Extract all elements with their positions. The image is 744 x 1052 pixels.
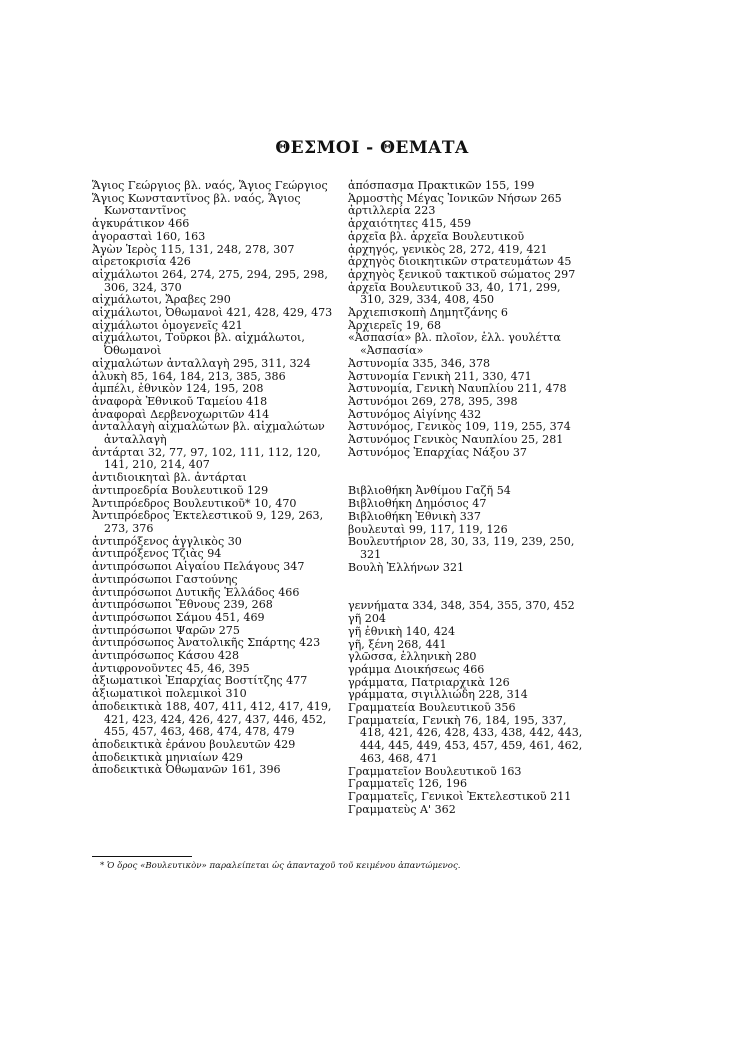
index-entry: Ἀστυνομία Γενικὴ 211, 330, 471: [348, 369, 532, 383]
index-entry: αἰχμάλωτοι 264, 274, 275, 294, 295, 298, 306, 324, 370: [92, 267, 328, 294]
index-entry: ἀντιπροεδρία Βουλευτικοῦ 129: [92, 483, 269, 497]
index-entry: «Ἀσπασία» βλ. πλοῖον, ἑλλ. γουλέττα «Ἀσπασία»: [348, 331, 561, 358]
index-entry: Ἀστυνομία 335, 346, 378: [348, 356, 491, 370]
group-spacer: [348, 574, 584, 587]
index-group-beta: [348, 485, 584, 574]
index-entry: Ἀρχιεπισκοπὴ Δημητζάνης 6: [348, 306, 508, 320]
index-entry: Ἀστυνόμος, Γενικὸς 109, 119, 255, 374: [348, 420, 571, 434]
index-entry: γεννήματα 334, 348, 354, 355, 370, 452: [348, 599, 575, 613]
index-entry: Ἁρμοστὴς Μέγας Ἰονικῶν Νήσων 265: [348, 191, 562, 205]
index-entry: Ἀρχιερεῖς 19, 68: [348, 318, 441, 332]
index-entry: ἀρτιλλερία 223: [348, 204, 436, 218]
index-entry: Ἀντιπρόεδρος Ἐκτελεστικοῦ 9, 129, 263, 273, 376: [92, 509, 324, 535]
index-entry: Γραμματεία Βουλευτικοῦ 356: [348, 701, 516, 715]
index-entry: ἀντιπρόξενος ἀγγλικὸς 30: [92, 534, 242, 548]
index-entry: γῆ ἐθνικὴ 140, 424: [348, 624, 456, 638]
index-entry: αἰχμάλωτοι, Ὀθωμανοὶ 421, 428, 429, 473: [92, 306, 333, 320]
index-entry: Γραμματεία, Γενικὴ 76, 184, 195, 337, 418, 421, 426, 428, 433, 438, 442, 443, 444, 445, 449, 453, 457, 459, 461, 462, 463, 468, 471: [348, 713, 583, 765]
group-spacer: [348, 459, 584, 472]
index-entry: ἀντιπρόσωπος Κάσου 428: [92, 649, 240, 663]
index-entry: Γραμματεῖς, Γενικοὶ Ἐκτελεστικοῦ 211: [348, 789, 572, 803]
index-entry: Ἀστυνόμος Γενικὸς Ναυπλίου 25, 281: [348, 433, 564, 447]
index-entry: Ἅγιος Γεώργιος βλ. ναός, Ἅγιος Γεώργιος: [92, 179, 328, 192]
index-entry: αἱρετοκρισία 426: [92, 255, 191, 269]
index-group-gamma: [348, 600, 584, 816]
index-entry: γῆ 204: [348, 612, 386, 626]
index-entry: γῆ, ξένη 268, 441: [348, 637, 447, 651]
index-entry: ἀντιπρόσωποι Σάμου 451, 469: [92, 610, 265, 624]
index-entry: ἀρχηγὸς διοικητικῶν στρατευμάτων 45: [348, 255, 572, 269]
index-column-left: [92, 180, 340, 777]
index-entry: Ἀντιπρόεδρος Βουλευτικοῦ* 10, 470: [92, 496, 297, 510]
index-entry: Γραμματεῖον Βουλευτικοῦ 163: [348, 764, 522, 778]
index-entry: ἀποδεικτικὰ 188, 407, 411, 412, 417, 419, 421, 423, 424, 426, 427, 437, 446, 452, 455, 457, 463, 468, 474, 478, 479: [92, 699, 332, 739]
index-entry: Βιβλιοθήκη Ἐθνικὴ 337: [348, 509, 481, 523]
index-entry: ἀποδεικτικὰ ἐράνου βουλευτῶν 429: [92, 737, 296, 751]
index-entry: ἀλυκὴ 85, 164, 184, 213, 385, 386: [92, 369, 286, 383]
index-entry: ἀποδεικτικὰ Ὀθωμανῶν 161, 396: [92, 763, 281, 777]
index-entry: ἀντιπρόσωποι Αἰγαίου Πελάγους 347: [92, 560, 305, 574]
index-entry: βουλευταὶ 99, 117, 119, 126: [348, 522, 508, 536]
index-entry: ἀντιφρονοῦντες 45, 46, 395: [92, 661, 250, 675]
index-entry: ἀμπέλι, ἐθνικὸν 124, 195, 208: [92, 382, 264, 396]
index-entry: ἀρχαιότητες 415, 459: [348, 217, 472, 231]
index-entry: ἀναφορὰ Ἐθνικοῦ Ταμείου 418: [92, 394, 268, 408]
index-entry: αἰχμάλωτοι, Τοῦρκοι βλ. αἰχμάλωτοι, Ὀθωμανοὶ: [92, 331, 305, 358]
index-entry: Βιβλιοθήκη Ἀνθίμου Γαζῆ 54: [348, 484, 511, 498]
index-entry: Βιβλιοθήκη Δημόσιος 47: [348, 497, 487, 511]
index-entry: Ἀγὼν Ἱερὸς 115, 131, 248, 278, 307: [92, 242, 295, 256]
page-title: ΘΕΣΜΟΙ - ΘΕΜΑΤΑ: [275, 138, 469, 158]
index-entry: ἀξιωματικοὶ Ἐπαρχίας Βοστίτζης 477: [92, 674, 308, 688]
index-entry: ἀπόσπασμα Πρακτικῶν 155, 199: [348, 179, 535, 192]
index-entry: Βουλὴ Ἑλλήνων 321: [348, 560, 465, 574]
index-entry: ἀντιπρόσωποι Ψαρῶν 275: [92, 623, 240, 637]
footnote-divider: [92, 856, 192, 857]
index-entry: ἀντάρται 32, 77, 97, 102, 111, 112, 120, 141, 210, 214, 407: [92, 445, 321, 472]
index-entry: αἰχμάλωτοι ὁμογενεῖς 421: [92, 318, 243, 332]
index-entry: ἀντιπρόσωποι Γαστούνης: [92, 572, 238, 586]
index-group-alpha: [348, 180, 584, 459]
index-entry: ἀντιπρόσωπος Ἀνατολικῆς Σπάρτης 423: [92, 636, 321, 650]
index-entry: ἀποδεικτικὰ μηνιαίων 429: [92, 750, 243, 764]
index-entry: ἀντιδιοικηταὶ βλ. ἀντάρται: [92, 471, 247, 485]
index-entry: Ἀστυνόμος Ἐπαρχίας Νάξου 37: [348, 445, 527, 459]
index-entry: Ἀστυνόμοι 269, 278, 395, 398: [348, 394, 518, 408]
index-entry: Ἀστυνομία, Γενικὴ Ναυπλίου 211, 478: [348, 382, 567, 396]
index-entry: ἀρχεῖα Βουλευτικοῦ 33, 40, 171, 299, 310, 329, 334, 408, 450: [348, 280, 561, 307]
index-entry: Γραμματεὺς Α' 362: [348, 802, 456, 816]
index-entry: ἀντιπρόσωποι Ἔθνους 239, 268: [92, 598, 273, 612]
index-column-right: [348, 180, 584, 816]
index-entry: Ἅγιος Κωνσταντῖνος βλ. ναός, Ἅγιος Κωνσταντῖνος: [92, 191, 301, 218]
index-entry: ἀντιπρόξενος Τζιὰς 94: [92, 547, 222, 561]
index-entry: Βουλευτήριον 28, 30, 33, 119, 239, 250, 321: [348, 535, 575, 561]
index-entry: Ἀστυνόμος Αἰγίνης 432: [348, 407, 482, 421]
index-entry: ἀρχηγὸς ξενικοῦ τακτικοῦ σώματος 297: [348, 267, 576, 281]
index-entry: γλῶσσα, ἑλληνικὴ 280: [348, 650, 477, 664]
footnote: * Ὁ ὅρος «Βουλευτικὸν» παραλείπεται ὡς ἀπανταχοῦ τοῦ κειμένου ἀπαντώμενος.: [100, 861, 461, 871]
index-entry: ἀρχεῖα βλ. ἀρχεῖα Βουλευτικοῦ: [348, 229, 525, 243]
index-entry: αἰχμαλώτων ἀνταλλαγὴ 295, 311, 324: [92, 356, 311, 370]
index-entry: γράμματα, Πατριαρχικὰ 126: [348, 675, 510, 689]
index-entry: Γραμματεῖς 126, 196: [348, 777, 467, 791]
index-entry: ἀγορασταὶ 160, 163: [92, 229, 206, 243]
index-entry: ἀντιπρόσωποι Δυτικῆς Ἑλλάδος 466: [92, 585, 300, 599]
index-entry: αἰχμάλωτοι, Ἄραβες 290: [92, 293, 231, 307]
index-entry: γράμμα Διοικήσεως 466: [348, 662, 485, 676]
index-entry: ἀρχηγός, γενικὸς 28, 272, 419, 421: [348, 242, 548, 256]
index-entry: ἀγκυράτικον 466: [92, 217, 190, 231]
index-entry: γράμματα, σιγιλλιώδη 228, 314: [348, 688, 528, 702]
index-entry: ἀναφοραὶ Δερβενοχωριτῶν 414: [92, 407, 270, 421]
index-entry: ἀξιωματικοὶ πολεμικοὶ 310: [92, 687, 247, 701]
index-entry: ἀνταλλαγὴ αἰχμαλώτων βλ. αἰχμαλώτων ἀνταλλαγὴ: [92, 420, 325, 447]
